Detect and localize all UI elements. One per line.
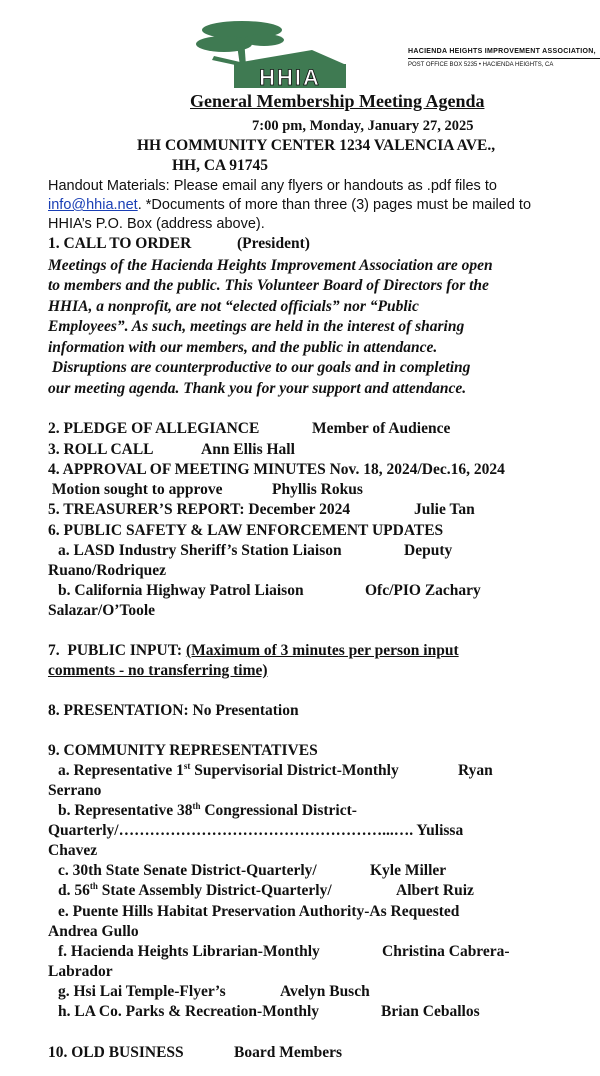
handout-line-3: HHIA’s P.O. Box (address above). — [48, 216, 265, 232]
item-6a: a. LASD Industry Sheriff’s Station Liaison — [58, 542, 342, 559]
item-9h-presenter: Brian Ceballos — [381, 1003, 480, 1020]
item-2-label: 2. PLEDGE OF ALLEGIANCE — [48, 420, 260, 437]
item-9c: c. 30th State Senate District-Quarterly/ — [58, 862, 317, 879]
item-1-label: 1. CALL TO ORDER — [48, 235, 192, 252]
item-9c-presenter: Kyle Miller — [370, 862, 447, 879]
item-6b-presenter-2: Salazar/O’Toole — [48, 602, 156, 619]
item-9b-presenter-2: Chavez — [48, 842, 98, 859]
item-7-note: (Maximum of 3 minutes per person input — [185, 642, 459, 659]
item-9-label: 9. COMMUNITY REPRESENTATIVES — [48, 742, 318, 759]
item-4-sub: Motion sought to approve — [48, 481, 223, 498]
item-6-label: 6. PUBLIC SAFETY & LAW ENFORCEMENT UPDATES — [48, 522, 444, 539]
item-9a-presenter-2: Serrano — [48, 782, 102, 799]
item-2-presenter: Member of Audience — [312, 420, 451, 437]
meeting-datetime: 7:00 pm, Monday, January 27, 2025 — [252, 118, 474, 134]
item-4-label: 4. APPROVAL OF MEETING MINUTES Nov. 18, 2024/Dec.16, 2024 — [48, 461, 505, 478]
item-7-note-2: comments - no transferring time) — [48, 662, 268, 679]
item-6b-presenter-1: Ofc/PIO Zachary — [365, 582, 481, 599]
item-9e-presenter: Andrea Gullo — [48, 923, 139, 940]
item-9d-presenter: Albert Ruiz — [396, 882, 474, 899]
logo-text: HHIA — [259, 65, 321, 90]
item-9b-line-2: Quarterly/……………………………………………...…. Yulissa — [48, 822, 464, 839]
item-9e: e. Puente Hills Habitat Preservation Authority-As Requested — [58, 903, 460, 920]
meeting-location-1: HH COMMUNITY CENTER 1234 VALENCIA AVE., — [137, 137, 496, 154]
statement-line-1: Meetings of the Hacienda Heights Improvement Association are open — [48, 257, 493, 274]
page-title: General Membership Meeting Agenda — [190, 91, 485, 111]
hhia-logo — [194, 18, 350, 90]
item-3-label: 3. ROLL CALL — [48, 441, 154, 458]
meeting-location-2: HH, CA 91745 — [172, 157, 269, 174]
item-6a-presenter-1: Deputy — [404, 542, 453, 559]
statement-line-5: information with our members, and the public in attendance. — [48, 339, 438, 356]
item-9b: b. Representative 38th Congressional District- — [58, 800, 357, 819]
handout-line-1: Handout Materials: Please email any flyers or handouts as .pdf files to — [48, 178, 497, 194]
item-10-label: 10. OLD BUSINESS — [48, 1044, 184, 1061]
item-9f: f. Hacienda Heights Librarian-Monthly — [58, 943, 320, 960]
statement-line-3: HHIA, a nonprofit, are not “elected officials” nor “Public — [48, 298, 419, 315]
item-9f-presenter-2: Labrador — [48, 963, 113, 980]
item-1-presenter: (President) — [237, 235, 310, 252]
item-5-presenter: Julie Tan — [414, 501, 475, 518]
org-name: HACIENDA HEIGHTS IMPROVEMENT ASSOCIATION, — [408, 48, 596, 55]
item-10-presenter: Board Members — [234, 1044, 343, 1061]
item-6b: b. California Highway Patrol Liaison — [58, 582, 304, 599]
statement-line-7: our meeting agenda. Thank you for your support and attendance. — [48, 380, 467, 397]
item-5-label: 5. TREASURER’S REPORT: December 2024 — [48, 501, 351, 518]
item-4-presenter: Phyllis Rokus — [272, 481, 363, 498]
item-9g-presenter: Avelyn Busch — [280, 983, 370, 1000]
item-7-line-1: 7. PUBLIC INPUT: (Maximum of 3 minutes per person input — [48, 642, 459, 659]
statement-line-4: Employees”. As such, meetings are held in the interest of sharing — [48, 318, 465, 335]
item-9d: d. 56th State Assembly District-Quarterly/ — [58, 880, 332, 899]
email-link[interactable]: info@hhia.net — [48, 197, 138, 213]
item-9h: h. LA Co. Parks & Recreation-Monthly — [58, 1003, 320, 1020]
letterhead-rule — [408, 58, 600, 59]
handout-line-2: info@hhia.net. *Documents of more than three (3) pages must be mailed to — [48, 197, 532, 213]
item-9a-presenter-1: Ryan — [458, 762, 493, 779]
item-6a-presenter-2: Ruano/Rodriquez — [48, 562, 166, 579]
statement-line-2: to members and the public. This Volunteer Board of Directors for the — [48, 277, 489, 294]
item-9f-presenter-1: Christina Cabrera- — [382, 943, 510, 960]
item-9a: a. Representative 1st Supervisorial District-Monthly — [58, 760, 399, 779]
statement-line-6: Disruptions are counterproductive to our goals and in completing — [48, 359, 471, 376]
org-address: POST OFFICE BOX 5235 • HACIENDA HEIGHTS, CA — [408, 62, 554, 68]
item-8-label: 8. PRESENTATION: No Presentation — [48, 702, 299, 719]
item-9g: g. Hsi Lai Temple-Flyer’s — [58, 983, 226, 1000]
item-3-presenter: Ann Ellis Hall — [201, 441, 295, 458]
